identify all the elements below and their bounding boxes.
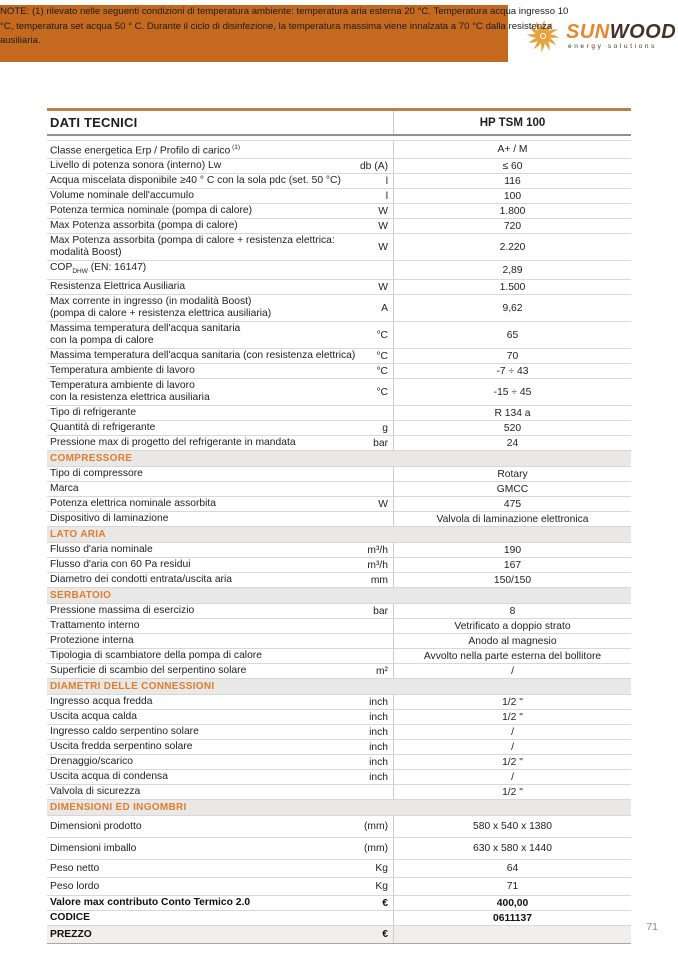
- spec-label-cell: [47, 604, 394, 618]
- spec-label: Uscita fredda serpentino solare: [50, 741, 193, 753]
- spec-row: [47, 280, 631, 295]
- spec-value: Rotary: [497, 468, 528, 480]
- spec-row: [47, 543, 631, 558]
- spec-value: -15 ÷ 45: [493, 386, 532, 398]
- spec-label-cell: [47, 280, 394, 294]
- spec-label-cell: [47, 141, 394, 158]
- spec-row: [47, 740, 631, 755]
- spec-row: [47, 664, 631, 679]
- spec-label: Volume nominale dell'accumulo: [50, 190, 194, 202]
- spec-unit: W: [378, 205, 388, 217]
- spec-value: Anodo al magnesio: [468, 635, 557, 647]
- spec-label: Uscita acqua calda: [50, 711, 138, 723]
- spec-row: [47, 649, 631, 664]
- spec-label: Classe energetica Erp / Profilo di carico $^{(1)}$: [50, 144, 241, 157]
- spec-label: Peso lordo: [50, 880, 100, 892]
- spec-value: [394, 926, 631, 943]
- spec-label-cell: [47, 189, 394, 203]
- spec-unit: Kg: [375, 881, 388, 893]
- spec-row: [47, 295, 631, 322]
- spec-row: [47, 189, 631, 204]
- spec-table: [47, 108, 631, 944]
- page-number: 71: [646, 921, 658, 933]
- spec-unit: inch: [369, 756, 388, 768]
- spec-label-cell: [47, 785, 394, 799]
- spec-unit: l: [385, 190, 388, 202]
- spec-value: 71: [506, 881, 519, 893]
- spec-label: Marca: [50, 483, 79, 495]
- spec-label: Diametro dei condotti entrata/uscita aria: [50, 574, 233, 586]
- spec-label-cell: [47, 860, 394, 877]
- spec-row: [47, 379, 631, 406]
- spec-row: [47, 926, 631, 944]
- spec-unit: m²: [375, 665, 388, 677]
- spec-label: Potenza termica nominale (pompa di calore): [50, 205, 253, 217]
- spec-label-cell: [47, 816, 394, 837]
- spec-row: [47, 604, 631, 619]
- spec-unit: inch: [369, 711, 388, 723]
- spec-row: [47, 710, 631, 725]
- spec-unit: Kg: [375, 863, 388, 875]
- spec-row: [47, 406, 631, 421]
- spec-unit: A: [381, 302, 388, 314]
- spec-label-cell: [47, 219, 394, 233]
- spec-label-cell: [47, 926, 394, 943]
- spec-value: 2,89: [502, 264, 523, 276]
- spec-row: [47, 497, 631, 512]
- spec-label-cell: [47, 174, 394, 188]
- spec-label: Acqua miscelata disponibile ≥40 ° C con la sola pdc (set. 50 °C): [50, 175, 341, 187]
- spec-value: 520: [503, 422, 522, 434]
- spec-label: Peso netto: [50, 862, 100, 874]
- spec-row: [47, 573, 631, 588]
- spec-value: GMCC: [496, 483, 529, 495]
- spec-unit: inch: [369, 741, 388, 753]
- spec-label: Valvola di sicurezza: [50, 786, 141, 798]
- spec-label-cell: [47, 436, 394, 450]
- table-header-row: [47, 108, 631, 136]
- spec-unit: l: [385, 175, 388, 187]
- spec-row: [47, 204, 631, 219]
- spec-label-cell: [47, 159, 394, 173]
- spec-label: PREZZO: [50, 928, 92, 940]
- spec-label-cell: [47, 755, 394, 769]
- spec-label-cell: [47, 664, 394, 678]
- spec-value: 116: [504, 175, 521, 187]
- spec-unit: °C: [376, 350, 388, 362]
- spec-unit: W: [378, 220, 388, 232]
- spec-label-cell: [47, 482, 394, 496]
- spec-row: [47, 619, 631, 634]
- spec-label: Temperatura ambiente di lavoro: [50, 365, 195, 377]
- spec-row: [47, 159, 631, 174]
- spec-unit: °C: [376, 365, 388, 377]
- spec-label: Resistenza Elettrica Ausiliaria: [50, 281, 186, 293]
- spec-unit: €: [382, 897, 388, 909]
- spec-label: Max Potenza assorbita (pompa di calore + resistenza elettrica: modalità Boost): [50, 235, 335, 259]
- spec-label-cell: [47, 322, 394, 348]
- spec-label-cell: [47, 558, 394, 572]
- spec-row: [47, 725, 631, 740]
- spec-unit: inch: [369, 696, 388, 708]
- spec-value: /: [511, 741, 514, 753]
- section-header: LATO ARIA: [47, 527, 631, 543]
- spec-row: [47, 421, 631, 436]
- spec-row: [47, 838, 631, 860]
- spec-value: 400,00: [496, 897, 529, 909]
- spec-label: Max Potenza assorbita (pompa di calore): [50, 220, 238, 232]
- spec-label-cell: [47, 911, 394, 925]
- spec-label: Ingresso acqua fredda: [50, 696, 153, 708]
- spec-label-cell: [47, 695, 394, 709]
- spec-unit: °C: [376, 386, 388, 398]
- spec-label: Valore max contributo Conto Termico 2.0: [50, 897, 251, 909]
- spec-value: 65: [506, 329, 519, 341]
- spec-label: $COP_{DHW}$ (EN: 16147): [50, 262, 147, 276]
- spec-label: Tipologia di scambiatore della pompa di calore: [50, 650, 262, 662]
- spec-label: Protezione interna: [50, 635, 134, 647]
- spec-label-cell: [47, 204, 394, 218]
- spec-unit: inch: [369, 771, 388, 783]
- spec-unit: db (A): [359, 160, 388, 172]
- spec-value: 150/150: [493, 574, 532, 586]
- spec-unit: €: [382, 929, 388, 941]
- spec-label-cell: [47, 619, 394, 633]
- spec-label-cell: [47, 406, 394, 420]
- spec-label: Tipo di compressore: [50, 468, 143, 480]
- spec-label-cell: [47, 497, 394, 511]
- spec-row: [47, 755, 631, 770]
- spec-label-cell: [47, 543, 394, 557]
- spec-value: 0611137: [493, 912, 532, 924]
- spec-label-cell: [47, 770, 394, 784]
- table-title: DATI TECNICI: [47, 111, 394, 134]
- spec-label: Temperatura ambiente di lavoro con la resistenza elettrica ausiliaria: [50, 380, 210, 404]
- spec-value: /: [511, 771, 514, 783]
- table-body: [47, 141, 631, 944]
- spec-unit: m³/h: [367, 559, 388, 571]
- spec-value: 70: [506, 350, 519, 362]
- spec-row: [47, 896, 631, 911]
- spec-value: 720: [503, 220, 522, 232]
- spec-row: [47, 860, 631, 878]
- spec-unit: (mm): [363, 843, 388, 855]
- spec-value: 8: [509, 605, 516, 617]
- spec-label-cell: [47, 234, 394, 260]
- spec-row: [47, 141, 631, 159]
- spec-row: [47, 174, 631, 189]
- spec-unit: (mm): [363, 821, 388, 833]
- spec-label: Dimensioni imballo: [50, 842, 137, 854]
- spec-row: [47, 364, 631, 379]
- spec-row: [47, 911, 631, 926]
- spec-label: CODICE: [50, 912, 91, 924]
- spec-label-cell: [47, 467, 394, 481]
- spec-label: Pressione max di progetto del refrigerante in mandata: [50, 437, 296, 449]
- spec-label-cell: [47, 573, 394, 587]
- spec-unit: °C: [376, 329, 388, 341]
- spec-row: [47, 234, 631, 261]
- spec-unit: mm: [370, 574, 388, 586]
- footnote: NOTE: (1) rilevato nelle seguenti condizioni di temperatura ambiente: temperatura aria esterna 20 °C. Temperatura acqua ingresso 10 °C, temperatura set acqua 50 ° C. Durante il ciclo di disinfezione, la temperatura massima viene innalzata a 70 °C dalla resistenza ausiliaria.: [0, 6, 569, 46]
- spec-unit: g: [382, 422, 388, 434]
- model-column-header: HP TSM 100: [479, 116, 546, 129]
- spec-label: Dispositivo di laminazione: [50, 513, 169, 525]
- section-header: DIAMETRI DELLE CONNESSIONI: [47, 679, 631, 695]
- spec-label: Trattamento interno: [50, 620, 140, 632]
- spec-label: Potenza elettrica nominale assorbita: [50, 498, 216, 510]
- brand-tagline: energy solutions: [568, 42, 657, 50]
- spec-label-cell: [47, 295, 394, 321]
- spec-label: Superficie di scambio del serpentino solare: [50, 665, 247, 677]
- spec-value: Avvolto nella parte esterna del bollitore: [423, 650, 602, 662]
- spec-row: [47, 695, 631, 710]
- spec-value: 1/2 ": [502, 756, 523, 768]
- section-header: DIMENSIONI ED INGOMBRI: [47, 800, 631, 816]
- section-header: COMPRESSORE: [47, 451, 631, 467]
- spec-label-cell: [47, 838, 394, 859]
- spec-value: 2.220: [499, 241, 526, 253]
- spec-label: Massima temperatura dell'acqua sanitaria (con resistenza elettrica): [50, 350, 356, 362]
- spec-label-cell: [47, 649, 394, 663]
- spec-label: Drenaggio/scarico: [50, 756, 133, 768]
- spec-value: 190: [503, 544, 522, 556]
- spec-row: [47, 770, 631, 785]
- spec-value: 1/2 ": [502, 696, 523, 708]
- spec-value: 24: [506, 437, 519, 449]
- spec-value: 580 x 540 x 1380: [472, 821, 552, 833]
- spec-unit: W: [378, 281, 388, 293]
- spec-value: 475: [503, 498, 522, 510]
- spec-label-cell: [47, 740, 394, 754]
- spec-label: Ingresso caldo serpentino solare: [50, 726, 199, 738]
- spec-value: 630 x 580 x 1440: [472, 843, 552, 855]
- spec-row: [47, 482, 631, 497]
- spec-row: [47, 634, 631, 649]
- spec-row: [47, 785, 631, 800]
- spec-value: 64: [506, 863, 519, 875]
- spec-label-cell: [47, 364, 394, 378]
- spec-value: 1/2 ": [502, 711, 523, 723]
- brand-name: SUNWOOD: [566, 20, 677, 43]
- spec-value: 9,62: [502, 302, 523, 314]
- spec-value: 167: [503, 559, 522, 571]
- spec-row: [47, 261, 631, 280]
- spec-label: Quantità di refrigerante: [50, 422, 156, 434]
- spec-label-cell: [47, 896, 394, 910]
- spec-row: [47, 349, 631, 364]
- spec-label: Uscita acqua di condensa: [50, 771, 168, 783]
- spec-unit: m³/h: [367, 544, 388, 556]
- spec-row: [47, 467, 631, 482]
- spec-label: Massima temperatura dell'acqua sanitaria con la pompa di calore: [50, 323, 241, 347]
- spec-label: Dimensioni prodotto: [50, 820, 142, 832]
- section-header: SERBATOIO: [47, 588, 631, 604]
- spec-label: Livello di potenza sonora (interno) Lw: [50, 160, 222, 172]
- spec-row: [47, 219, 631, 234]
- spec-label-cell: [47, 261, 394, 279]
- spec-label-cell: [47, 710, 394, 724]
- spec-unit: W: [378, 498, 388, 510]
- spec-label-cell: [47, 634, 394, 648]
- spec-row: [47, 878, 631, 896]
- spec-label: Max corrente in ingresso (in modalità Boost) (pompa di calore + resistenza elettrica ausiliaria): [50, 296, 272, 320]
- spec-row: [47, 512, 631, 527]
- spec-label-cell: [47, 349, 394, 363]
- spec-value: 1/2 ": [502, 786, 523, 798]
- spec-unit: W: [378, 241, 388, 253]
- spec-value: /: [511, 726, 514, 738]
- spec-label-cell: [47, 512, 394, 526]
- spec-unit: bar: [373, 605, 388, 617]
- spec-value: A+ / M: [497, 144, 528, 156]
- spec-unit: inch: [369, 726, 388, 738]
- spec-value: 100: [503, 190, 522, 202]
- spec-value: 1.800: [499, 205, 526, 217]
- spec-label: Flusso d'aria nominale: [50, 544, 153, 556]
- spec-value: R 134 a: [494, 407, 531, 419]
- spec-value: 1.500: [499, 281, 526, 293]
- spec-row: [47, 558, 631, 573]
- spec-row: [47, 816, 631, 838]
- spec-label: Tipo di refrigerante: [50, 407, 137, 419]
- spec-value: Valvola di laminazione elettronica: [436, 513, 589, 525]
- spec-unit: bar: [373, 437, 388, 449]
- spec-label-cell: [47, 878, 394, 895]
- spec-value: /: [511, 665, 514, 677]
- spec-value: ≤ 60: [502, 160, 523, 172]
- spec-label: Flusso d'aria con 60 Pa residui: [50, 559, 191, 571]
- spec-label-cell: [47, 379, 394, 405]
- spec-value: -7 ÷ 43: [496, 365, 529, 377]
- spec-label-cell: [47, 421, 394, 435]
- spec-value: Vetrificato a doppio strato: [454, 620, 571, 632]
- spec-label-cell: [47, 725, 394, 739]
- spec-label: Pressione massima di esercizio: [50, 605, 195, 617]
- spec-row: [47, 322, 631, 349]
- spec-row: [47, 436, 631, 451]
